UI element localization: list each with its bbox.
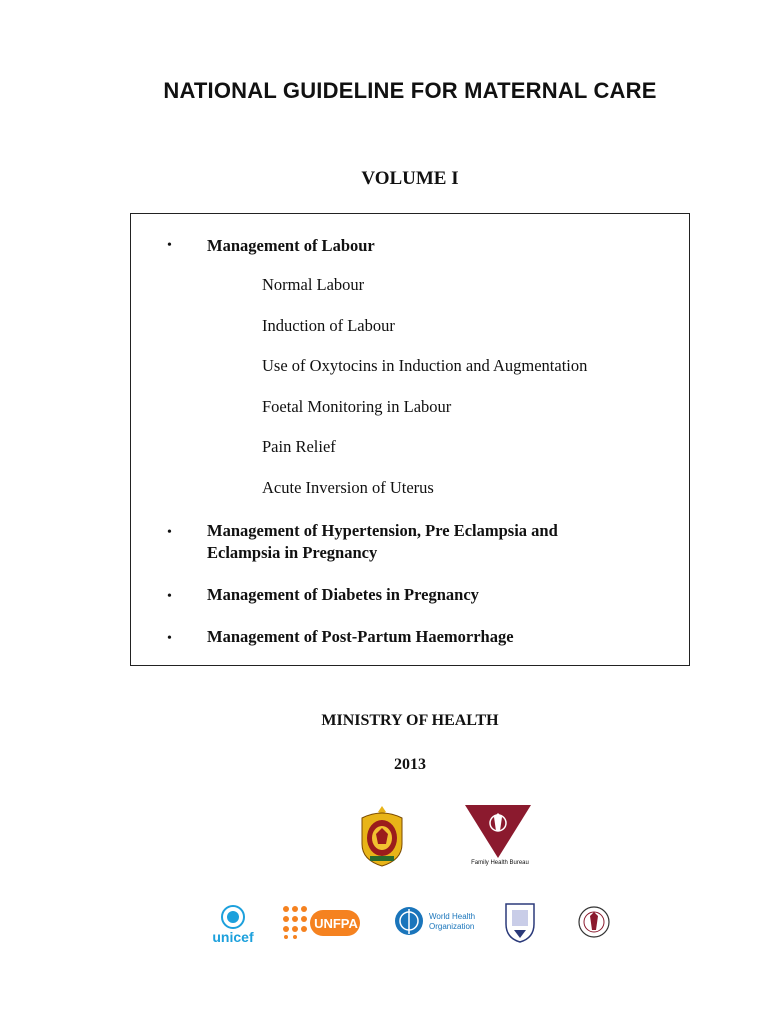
publisher: MINISTRY OF HEALTH [321, 712, 499, 729]
who-text-line2: Organization [429, 922, 475, 931]
contents-item-diabetes: Management of Diabetes in Pregnancy [207, 585, 479, 604]
family-health-bureau-icon [463, 803, 533, 859]
bullet: • [167, 589, 172, 604]
who-text-line1: World Health [429, 912, 476, 921]
unfpa-logo-icon [282, 904, 362, 940]
unfpa-text: UNFPA [314, 916, 358, 931]
bullet: • [167, 238, 172, 253]
association-crest-icon [576, 900, 612, 944]
who-logo-icon [393, 904, 483, 940]
contents-item-hypertension-line1: Management of Hypertension, Pre Eclampsia and [207, 521, 558, 540]
subitem-acute-inversion: Acute Inversion of Uterus [262, 478, 434, 497]
document-title: NATIONAL GUIDELINE FOR MATERNAL CARE [163, 78, 657, 103]
subitem-oxytocins: Use of Oxytocins in Induction and Augmentation [262, 356, 588, 375]
subitem-foetal-monitoring: Foetal Monitoring in Labour [262, 397, 452, 416]
subitem-normal-labour: Normal Labour [262, 275, 365, 294]
college-crest-icon [502, 900, 538, 944]
unicef-logo-icon [205, 904, 261, 944]
contents-item-pph: Management of Post-Partum Haemorrhage [207, 627, 514, 646]
sri-lanka-emblem-icon [356, 804, 408, 868]
contents-item-hypertension-line2: Eclampsia in Pregnancy [207, 543, 378, 562]
volume-label: VOLUME I [361, 168, 459, 189]
subitem-induction-of-labour: Induction of Labour [262, 316, 395, 335]
bullet: • [167, 631, 172, 646]
unicef-text: unicef [212, 929, 254, 944]
bullet: • [167, 525, 172, 540]
subitem-pain-relief: Pain Relief [262, 437, 336, 456]
fhb-caption: Family Health Bureau [471, 860, 529, 866]
contents-box [130, 213, 690, 666]
contents-item-management-of-labour: Management of Labour [207, 236, 375, 255]
publication-year: 2013 [394, 756, 426, 773]
